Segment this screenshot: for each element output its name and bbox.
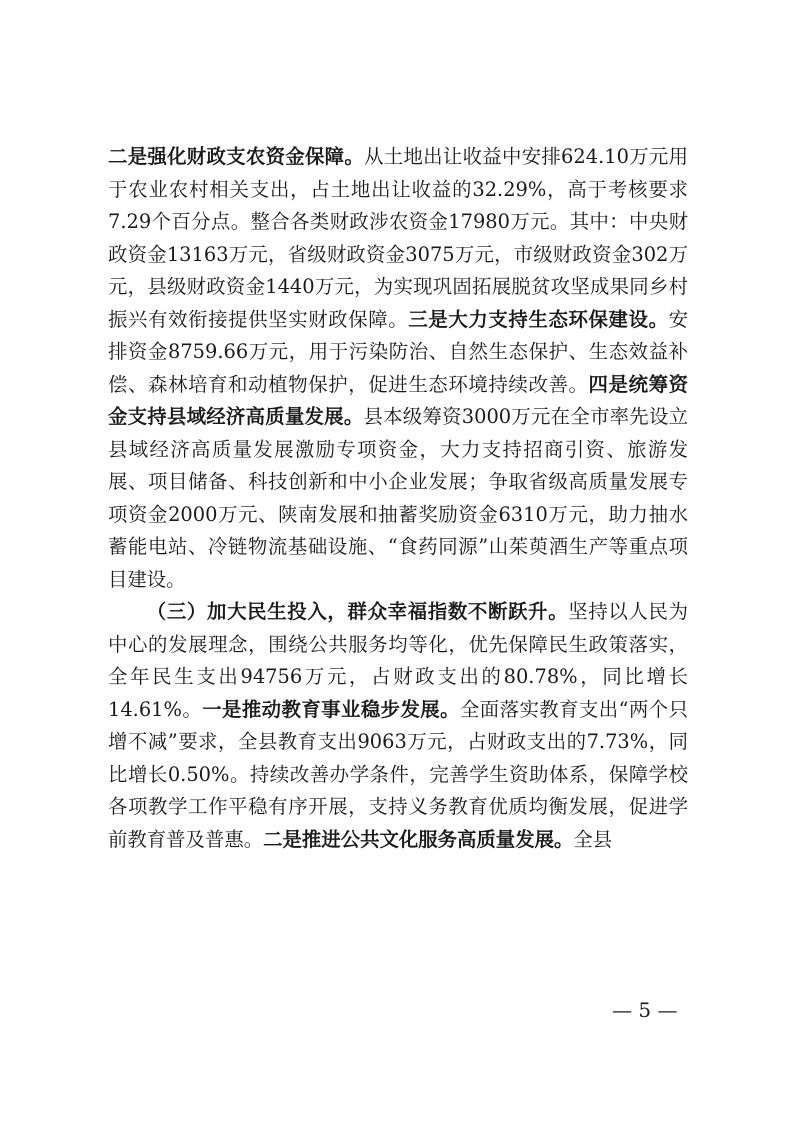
para1-text-eco: 安排资金8759.66万元，用于污染防治、自然生态保护、生态效益补偿、森林培育和动植物保护，促进生态环境持续改善。 <box>108 307 689 396</box>
page-number: — 5 — <box>612 998 678 1022</box>
para2-heading-culture: 二是推进公共文化服务高质量发展。 <box>263 827 574 851</box>
para1-text-agri: 从土地出让收益中安排624.10万元用于农业农村相关支出，占土地出让收益的32.29%，高于考核要求7.29个百分点。整合各类财政涉农资金17980万元。其中：中央财政资金13163万元，省级财政资金3075万元，市级财政资金302万元，县级财政资金1440万元，为实现巩固拓展脱贫攻坚成果同乡村振兴有效衔接提供坚实财政保障。 <box>108 145 688 331</box>
document-body <box>108 141 688 856</box>
paragraph-2 <box>108 596 688 856</box>
para2-heading-education: 一是推动教育事业稳步发展。 <box>202 697 460 721</box>
section-heading-livelihood: （三）加大民生投入，群众幸福指数不断跃升。 <box>146 600 569 623</box>
para2-text-livelihood: 坚持以人民为中心的发展理念，围绕公共服务均等化，优先保障民生政策落实，全年民生支出94756万元，占财政支出的80.78%，同比增长14.61%。 <box>108 600 689 721</box>
paragraph-1 <box>108 141 688 596</box>
para1-heading-eco: 三是大力支持生态环保建设。 <box>408 307 669 331</box>
para2-text-education: 全面落实教育支出“两个只增不减”要求，全县教育支出9063万元，占财政支出的7.73%，同比增长0.50%。持续改善办学条件，完善学生资助体系，保障学校各项教学工作平稳有序开展，支持义务教育优质均衡发展，促进学前教育普及普惠。 <box>108 697 688 851</box>
para1-heading-agri: 二是强化财政支农资金保障。 <box>108 145 365 168</box>
para2-text-culture: 全县 <box>573 827 613 851</box>
para1-heading-county: 四是统筹资金支持县域经济高质量发展。 <box>108 372 689 428</box>
para1-text-county: 县本级筹资3000万元在全市率先设立县域经济高质量发展激励专项资金，大力支持招商引资、旅游发展、项目储备、科技创新和中小企业发展；争取省级高质量发展专项资金2000万元、陕南发展和抽蓄奖励资金6310万元，助力抽水蓄能电站、冷链物流基础设施、“食药同源”山茱萸酒生产等重点项目建设。 <box>108 405 688 591</box>
